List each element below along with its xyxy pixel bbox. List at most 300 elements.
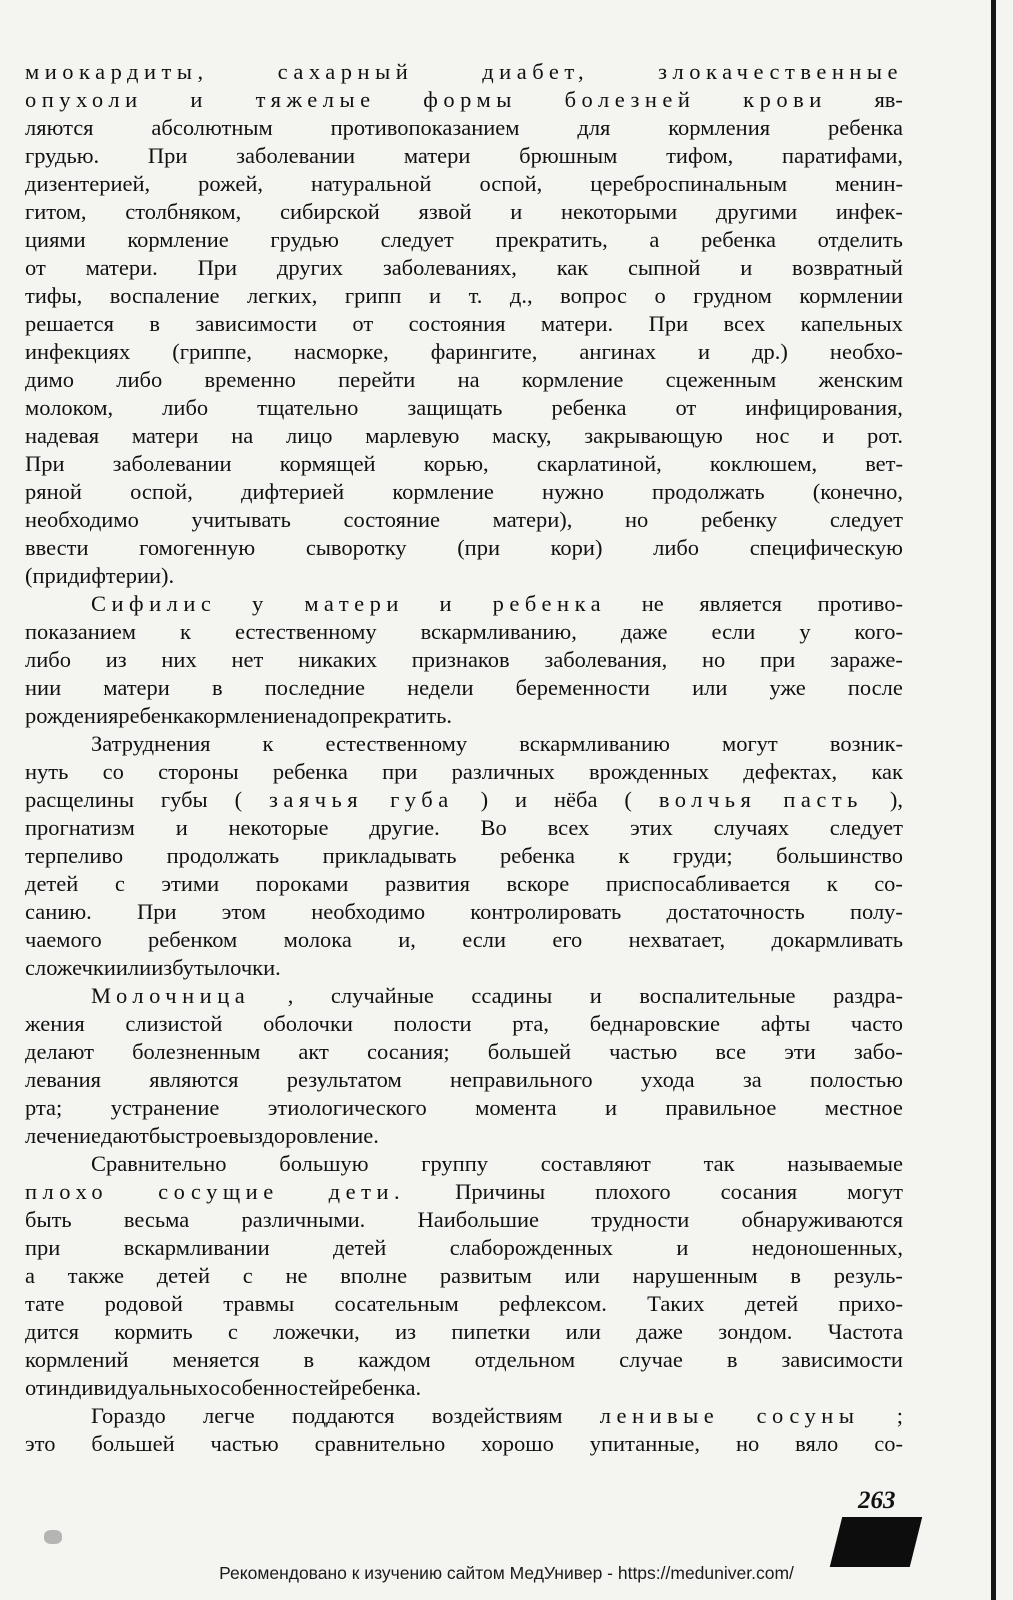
word: могут: [721, 731, 778, 756]
word: нос: [755, 423, 790, 448]
word: ребенка: [701, 227, 776, 252]
word: формы: [423, 87, 517, 112]
text-line: [25, 1290, 903, 1318]
text-line: [25, 254, 903, 282]
word: беременности: [515, 675, 650, 700]
word: тщательно: [257, 395, 359, 420]
word: поддаются: [291, 1403, 395, 1428]
word: губы: [160, 787, 208, 812]
word: или: [115, 955, 152, 980]
word: продолжать: [652, 479, 765, 504]
word: защищать: [407, 395, 503, 420]
word: При: [197, 255, 238, 280]
word: вскармливанию,: [420, 619, 577, 644]
word: сыворотку: [305, 535, 407, 560]
text-line: [25, 338, 903, 366]
word: заболевании: [112, 451, 232, 476]
word: его: [552, 927, 583, 952]
text-line: [25, 646, 903, 674]
word: дают: [101, 1123, 149, 1148]
word: вскармливанию: [519, 731, 670, 756]
word: со: [102, 759, 124, 784]
word: грудном: [693, 283, 772, 308]
word: и: [175, 815, 188, 840]
word: др.): [752, 339, 788, 364]
word: них: [161, 647, 197, 672]
word: матери: [131, 423, 199, 448]
word: кормление: [521, 367, 624, 392]
word: лицо: [285, 423, 333, 448]
word: ляются: [25, 115, 94, 140]
word: в: [149, 311, 161, 336]
word: необходимо: [311, 899, 426, 924]
word: болезней: [564, 87, 696, 112]
word: от: [25, 255, 46, 280]
word: ребенка: [272, 759, 348, 784]
word: инфекциях: [25, 339, 131, 364]
word: случае: [619, 1347, 683, 1372]
text-line: [25, 702, 903, 730]
word: неправильного: [449, 1067, 593, 1092]
word: дифтерией: [241, 479, 345, 504]
word: При: [136, 899, 177, 924]
word: все: [715, 1039, 747, 1064]
word: Частота: [827, 1319, 903, 1344]
word: раздра-: [833, 983, 903, 1008]
word: Во: [480, 815, 507, 840]
word: контролировать: [470, 899, 622, 924]
word: каждом: [358, 1347, 431, 1372]
word: ,: [287, 983, 294, 1008]
word: учитывать: [191, 507, 291, 532]
word: сибирской: [279, 199, 380, 224]
word: дефектах,: [743, 759, 838, 784]
word: обнаруживаются: [741, 1207, 903, 1232]
word: ряной: [25, 479, 82, 504]
word: скарлатиной,: [536, 451, 662, 476]
word: кормить: [114, 1319, 193, 1344]
word: губа: [390, 787, 454, 812]
text-line: [25, 1150, 903, 1178]
word: возвратный: [792, 255, 903, 280]
word: от: [25, 1375, 46, 1400]
word: следует: [829, 815, 903, 840]
text-line: [25, 730, 903, 758]
text-line: [25, 170, 903, 198]
word: всех: [723, 311, 766, 336]
word: и: [698, 339, 711, 364]
word: кормление: [392, 479, 494, 504]
word: и: [589, 983, 602, 1008]
word: тяжелые: [255, 87, 376, 112]
word: различными.: [241, 1207, 366, 1232]
text-line: [25, 926, 903, 954]
word: плохого: [595, 1179, 671, 1204]
word: и: [822, 423, 835, 448]
word: быть: [25, 1207, 72, 1232]
word: устранение: [110, 1095, 220, 1120]
word: кормление: [193, 703, 295, 728]
word: и: [190, 87, 208, 112]
text-line: [25, 786, 903, 814]
text-line: [25, 226, 903, 254]
word: зависимости: [781, 1347, 903, 1372]
word: Гораздо: [91, 1403, 166, 1428]
word: местное: [824, 1095, 903, 1120]
word: за: [742, 1067, 762, 1092]
word: группу: [421, 1151, 489, 1176]
word: этими: [161, 871, 220, 896]
text-line: [25, 954, 903, 982]
word: с: [242, 1263, 253, 1288]
word: возник-: [829, 731, 903, 756]
word: даже: [620, 619, 668, 644]
word: необхо-: [829, 339, 903, 364]
word: к: [180, 619, 191, 644]
word: к: [826, 871, 838, 896]
word: жения: [25, 1011, 85, 1036]
word: цереброспинальным: [590, 171, 788, 196]
word: опухоли: [25, 87, 143, 112]
word: д.,: [509, 283, 533, 308]
word: заболевании: [236, 143, 356, 168]
word: ребенком: [148, 927, 238, 952]
word: слизистой: [125, 1011, 223, 1036]
word: акт: [298, 1039, 329, 1064]
word: так: [703, 1151, 735, 1176]
word: в: [303, 1347, 315, 1372]
text-line: [25, 450, 903, 478]
word: ),: [889, 787, 903, 812]
text-line: [25, 982, 903, 1010]
word: временно: [204, 367, 296, 392]
word: (гриппе,: [172, 339, 252, 364]
word: это: [25, 1431, 56, 1456]
word: дети.: [328, 1179, 406, 1204]
word: необходимо: [25, 507, 139, 532]
word: сравнительно: [314, 1431, 446, 1456]
word: прекратить,: [495, 227, 608, 252]
word: бутылочки.: [172, 955, 281, 980]
word: в: [790, 1263, 801, 1288]
word: делают: [25, 1039, 94, 1064]
ink-stain: [830, 1517, 922, 1567]
word: ребенка: [492, 591, 607, 616]
word: чаемого: [25, 927, 102, 952]
word: из: [151, 955, 173, 980]
text-line: [25, 758, 903, 786]
word: При: [147, 143, 188, 168]
word: выздоровление.: [228, 1123, 379, 1148]
text-line: [25, 310, 903, 338]
word: расщелины: [25, 787, 134, 812]
word: ребенку: [700, 507, 778, 532]
word: воздействиям: [431, 1403, 563, 1428]
word: прекратить.: [339, 703, 453, 728]
text-line: [25, 1038, 903, 1066]
word: либо: [653, 535, 700, 560]
word: дизентерией,: [25, 171, 151, 196]
word: меняется: [172, 1347, 260, 1372]
word: При: [648, 311, 689, 336]
word: лечение: [25, 1123, 102, 1148]
word: болезненным: [132, 1039, 261, 1064]
body-text: [25, 58, 903, 1458]
word: надо: [294, 703, 340, 728]
word: результатом: [286, 1067, 402, 1092]
word: гитом,: [25, 199, 87, 224]
word: этом: [221, 899, 267, 924]
word: в: [211, 675, 223, 700]
word: упитанные,: [589, 1431, 701, 1456]
word: столбняком,: [125, 199, 242, 224]
word: из: [105, 647, 127, 672]
word: сосания: [720, 1179, 798, 1204]
word: на: [231, 423, 254, 448]
word: как: [556, 255, 589, 280]
word: беднаровские: [589, 1011, 720, 1036]
word: рта,: [512, 1011, 549, 1036]
word: нужно: [542, 479, 604, 504]
word: тифом,: [666, 143, 734, 168]
word: отделить: [817, 227, 903, 252]
word: пипетки: [451, 1319, 531, 1344]
word: закрывающую: [584, 423, 723, 448]
text-line: [25, 618, 903, 646]
word: ложечки: [35, 955, 116, 980]
text-line: [25, 394, 903, 422]
word: сосания;: [366, 1039, 450, 1064]
text-line: [25, 1262, 903, 1290]
word: вскармливании: [123, 1235, 270, 1260]
text-line: [25, 366, 903, 394]
text-line: [25, 422, 903, 450]
word: (: [624, 787, 632, 812]
word: дифтерии).: [67, 563, 175, 588]
word: к: [618, 843, 630, 868]
word: или: [564, 1263, 600, 1288]
word: инфицирования,: [745, 395, 903, 420]
word: не: [285, 1263, 308, 1288]
word: и: [429, 283, 442, 308]
word: яв-: [874, 87, 903, 112]
word: недели: [407, 675, 474, 700]
word: груди;: [672, 843, 733, 868]
word: полости: [393, 1011, 472, 1036]
word: следует: [380, 227, 454, 252]
word: полу-: [849, 899, 903, 924]
text-line: [25, 534, 903, 562]
word: также: [67, 1263, 124, 1288]
word: травмы: [223, 1291, 295, 1316]
word: вопрос: [560, 283, 627, 308]
word: трудности: [591, 1207, 690, 1232]
page-number: 263: [858, 1487, 896, 1514]
word: рожей,: [198, 171, 263, 196]
word: никаких: [298, 647, 377, 672]
word: развитым: [439, 1263, 532, 1288]
word: воспалительные: [639, 983, 796, 1008]
word: левания: [25, 1067, 101, 1092]
word: прикладывать: [322, 843, 457, 868]
word: вет-: [865, 451, 903, 476]
word: надевая: [25, 423, 100, 448]
word: у: [799, 619, 811, 644]
word: детей: [333, 1235, 387, 1260]
word: зараже-: [830, 647, 903, 672]
word: ребенка: [551, 395, 627, 420]
word: при: [25, 1235, 61, 1260]
word: кори): [550, 535, 603, 560]
word: грудью.: [25, 143, 100, 168]
word: случаях: [713, 815, 790, 840]
text-line: [25, 142, 903, 170]
footer-credit: Рекомендовано к изучению сайтом МедУнивер - https://meduniver.com/: [219, 1563, 794, 1583]
word: с: [114, 871, 125, 896]
word: дится: [25, 1319, 79, 1344]
word: весьма: [123, 1207, 190, 1232]
word: Наибольшие: [417, 1207, 539, 1232]
word: нуть: [25, 759, 69, 784]
word: другие.: [369, 815, 440, 840]
word: афты: [760, 1011, 811, 1036]
text-line: [25, 898, 903, 926]
word: эти: [784, 1039, 816, 1064]
word: санию.: [25, 899, 92, 924]
word: молока: [283, 927, 352, 952]
word: паратифами,: [781, 143, 903, 168]
word: брюшным: [519, 143, 618, 168]
word: ангинах: [579, 339, 656, 364]
word: рта;: [25, 1095, 63, 1120]
text-line: [25, 1430, 903, 1458]
word: либо: [25, 647, 71, 672]
word: полостью: [810, 1067, 903, 1092]
word: кормлений: [25, 1347, 129, 1372]
word: язвой: [418, 199, 472, 224]
word: является: [699, 591, 783, 616]
word: ;: [896, 1403, 903, 1428]
word: кого-: [854, 619, 903, 644]
word: противо-: [817, 591, 903, 616]
word: других: [276, 255, 344, 280]
word: с: [25, 955, 35, 980]
word: легких,: [247, 283, 318, 308]
word: ложечки,: [273, 1319, 360, 1344]
word: даже: [636, 1319, 683, 1344]
word: (при: [457, 535, 501, 560]
word: прихо-: [838, 1291, 903, 1316]
word: нёба: [554, 787, 598, 812]
word: признаков: [411, 647, 510, 672]
word: ленивые: [599, 1403, 720, 1428]
text-line: [25, 1374, 903, 1402]
word: рефлексом.: [499, 1291, 607, 1316]
word: оспой,: [479, 171, 543, 196]
text-line: [25, 1122, 903, 1150]
paper-speck: [44, 1530, 62, 1544]
word: от: [675, 395, 697, 420]
word: сахарный: [277, 59, 414, 84]
word: ребенка: [500, 843, 575, 868]
word: матери.: [540, 311, 614, 336]
word: от: [352, 311, 374, 336]
word: ребенка: [827, 115, 903, 140]
word: тате: [25, 1291, 65, 1316]
word: оболочки: [263, 1011, 353, 1036]
word: некоторые: [228, 815, 329, 840]
word: менин-: [835, 171, 903, 196]
word: детей: [744, 1291, 799, 1316]
word: после: [847, 675, 903, 700]
word: вяло: [795, 1431, 839, 1456]
word: большинство: [776, 843, 903, 868]
word: естественному: [234, 619, 377, 644]
word: при: [382, 759, 418, 784]
word: маску,: [492, 423, 552, 448]
word: коклюшем,: [709, 451, 818, 476]
word: ребенка.: [340, 1375, 422, 1400]
word: родовой: [104, 1291, 183, 1316]
word: грудью: [270, 227, 339, 252]
word: достаточность: [666, 899, 805, 924]
text-line: [25, 506, 903, 534]
word: но: [625, 507, 649, 532]
word: злокачественные: [658, 59, 903, 84]
word: воспаление: [109, 283, 220, 308]
word: вскоре: [506, 871, 570, 896]
word: (: [234, 787, 243, 812]
word: натуральной: [310, 171, 432, 196]
word: кормящей: [279, 451, 376, 476]
word: резуль-: [833, 1263, 903, 1288]
word: последние: [264, 675, 365, 700]
word: отдельном: [474, 1347, 576, 1372]
word: или: [565, 1319, 601, 1344]
word: насморке,: [294, 339, 389, 364]
word: (конечно,: [812, 479, 903, 504]
text-line: [25, 86, 903, 114]
word: хорошо: [481, 1431, 554, 1456]
word: частью: [210, 1431, 279, 1456]
word: большей: [487, 1039, 572, 1064]
word: но: [735, 1431, 760, 1456]
word: называемые: [787, 1151, 903, 1176]
word: на: [457, 367, 480, 392]
text-line: [25, 562, 903, 590]
word: при: [759, 647, 796, 672]
text-line: [25, 1178, 903, 1206]
word: и: [439, 591, 458, 616]
word: капельных: [800, 311, 903, 336]
word: пороками: [255, 871, 349, 896]
word: инфек-: [835, 199, 903, 224]
word: Сифилис: [91, 591, 217, 616]
text-line: [25, 870, 903, 898]
word: нехватает,: [628, 927, 726, 952]
word: марлевую: [365, 423, 460, 448]
word: нии: [25, 675, 62, 700]
word: При: [25, 451, 65, 476]
word: состояние: [343, 507, 441, 532]
word: кормлении: [799, 283, 903, 308]
word: этих: [630, 815, 673, 840]
word: Таких: [647, 1291, 705, 1316]
text-line: [25, 282, 903, 310]
word: и: [604, 1095, 618, 1120]
word: вполне: [340, 1263, 408, 1288]
word: являются: [149, 1067, 239, 1092]
